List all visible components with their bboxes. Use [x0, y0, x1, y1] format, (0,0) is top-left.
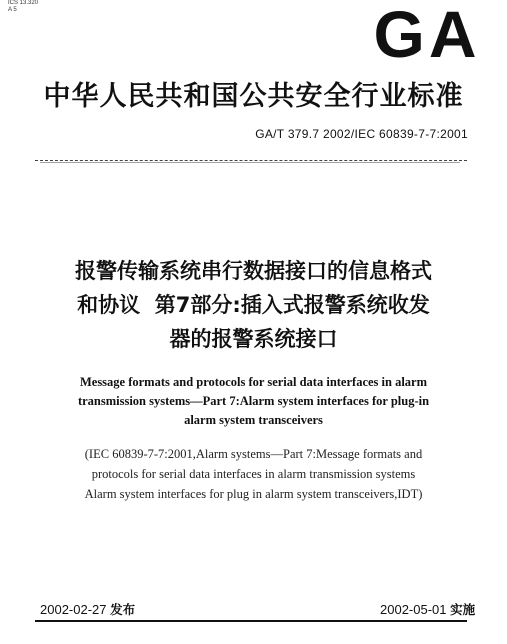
issue-date: 2002-02-27 — [40, 602, 107, 617]
standard-number: GA/T 379.7 2002/IEC 60839-7-7:2001 — [255, 127, 468, 141]
iec-reference-line-1: (IEC 60839-7-7:2001,Alarm systems—Part 7:Message formats and — [84, 447, 423, 461]
effective-date: 2002-05-01 — [380, 602, 447, 617]
issue-date-block — [40, 600, 135, 618]
issue-label: 发布 — [110, 602, 136, 617]
footer-divider — [35, 620, 467, 622]
header-divider-secondary — [40, 162, 460, 163]
english-title-line-2: transmission systems—Part 7:Alarm system interfaces for plug-in — [77, 394, 430, 408]
ga-logo-text: GA — [373, 2, 481, 62]
classification-code: ICS 13.320 A 5 — [8, 0, 39, 13]
ga-logo — [352, 2, 502, 62]
english-title-line-3: alarm system transceivers — [184, 413, 323, 427]
effective-label: 实施 — [450, 602, 476, 617]
iec-reference-line-3: Alarm system interfaces for plug in alarm system transceivers,IDT) — [84, 487, 423, 501]
effective-date-block — [380, 600, 475, 618]
standard-category-title: 中华人民共和国公共安全行业标准 — [43, 81, 464, 112]
chinese-title-line-1: 报警传输系统串行数据接口的信息格式 — [75, 259, 432, 283]
chinese-title-line-3: 器的报警系统接口 — [169, 327, 338, 351]
iec-reference-line-2: protocols for serial data interfaces in alarm transmission systems — [91, 467, 416, 481]
chinese-title-line-2: 和协议 第7部分:插入式报警系统收发 — [77, 293, 430, 317]
header-divider — [35, 160, 467, 161]
english-title-line-1: Message formats and protocols for serial data interfaces in alarm — [79, 375, 428, 389]
